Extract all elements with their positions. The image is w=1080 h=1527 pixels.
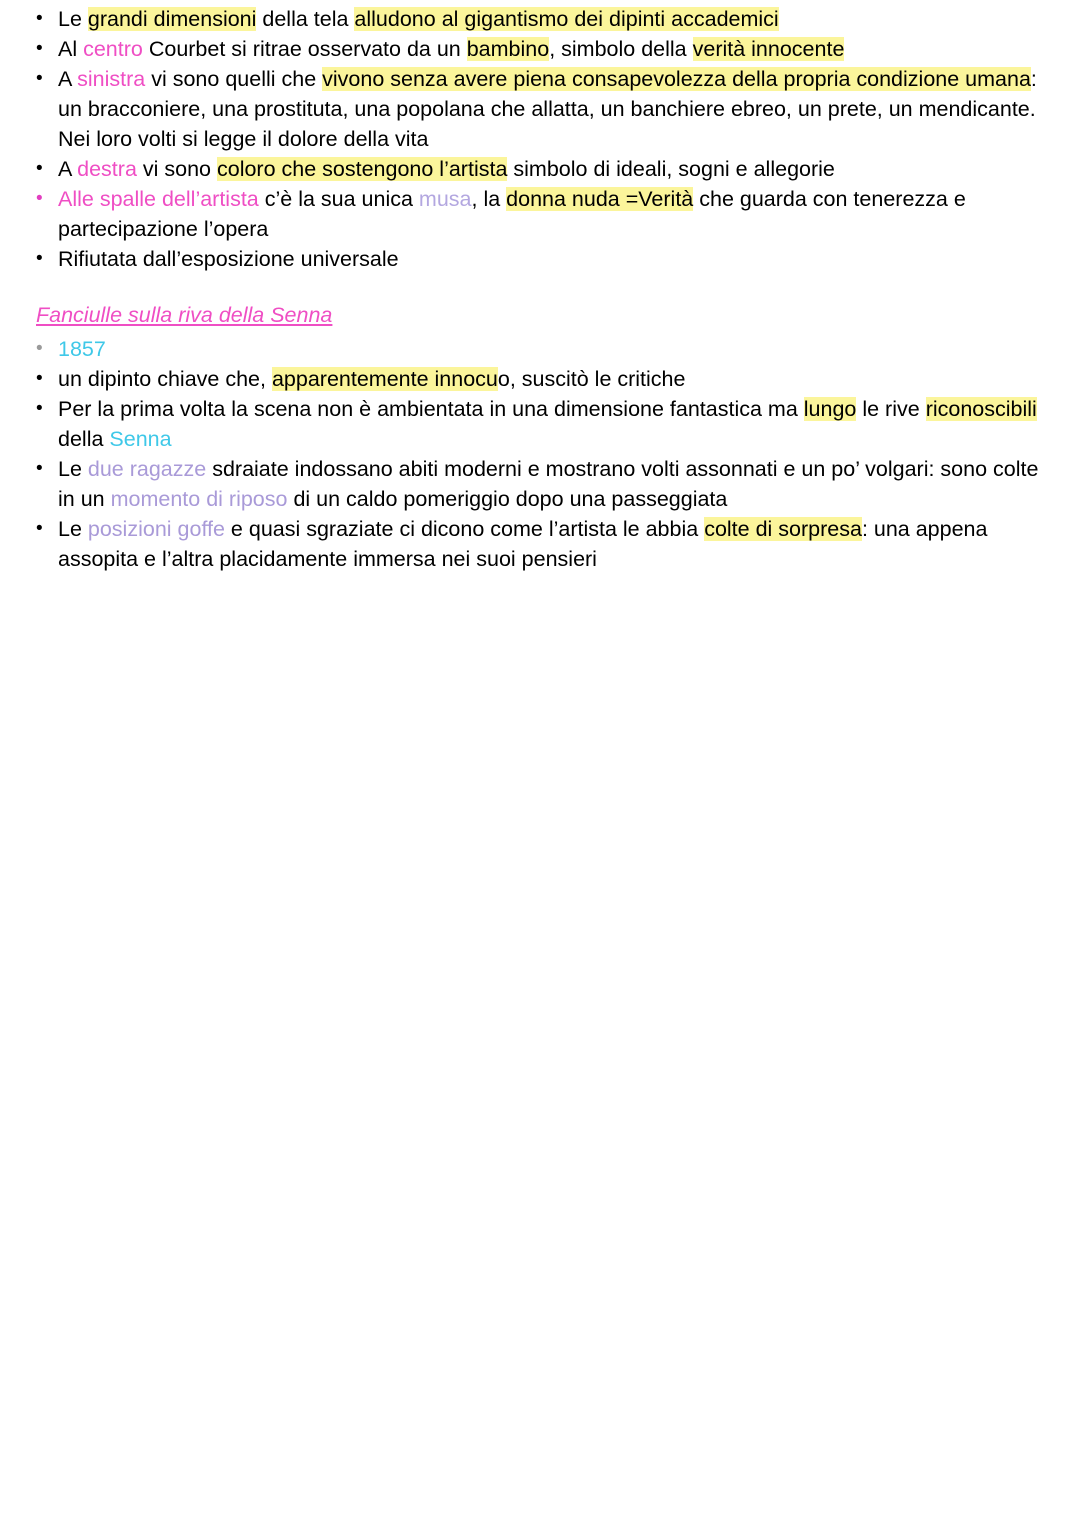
highlighted-text: riconoscibili [925,397,1037,421]
highlighted-text: vivono senza avere piena consapevolezza della propria condizione umana [322,67,1031,91]
text-run: simbolo di ideali, sogni e allegorie [507,157,835,181]
section-title-fanciulle: Fanciulle sulla riva della Senna [36,303,333,327]
list-item [28,364,1040,394]
text-run: vi sono quelli che [145,67,323,91]
list-item [28,64,1040,154]
highlighted-text: apparentemente innocu [271,367,498,391]
list-item [28,154,1040,184]
text-run: Le [58,517,88,541]
highlighted-text: coloro che sostengono l’artista [216,157,508,181]
text-run: Rifiutata dall’esposizione universale [58,247,399,271]
list-item [28,184,1040,244]
text-run: o, suscitò le critiche [497,367,686,391]
list-item [28,244,1040,274]
text-run: Le [58,7,88,31]
list-item [28,334,1040,364]
list-item [28,514,1040,574]
text-run: centro [83,37,143,61]
text-run: A [58,67,78,91]
text-run: della tela [256,7,355,31]
text-run: vi sono [136,157,217,181]
text-run: sinistra [77,67,146,91]
text-run: : una appena assopita e l’altra placidamente immersa nei suoi pensieri [58,517,988,571]
text-run: Al [58,37,84,61]
text-run: 1857 [58,337,106,361]
text-run: un dipinto chiave che, [58,367,272,391]
bullet-list-courbet-atelier [28,4,1040,274]
bullet-list-fanciulle [28,334,1040,574]
text-run: le rive [856,397,926,421]
text-run: , simbolo della [549,37,693,61]
text-run: che guarda con tenerezza e partecipazione l’opera [58,187,966,241]
text-run: Courbet si ritrae osservato da un [142,37,467,61]
text-run: due ragazze [87,457,207,481]
highlighted-text: alludono al gigantismo dei dipinti accademici [354,7,779,31]
highlighted-text: verità innocente [692,37,845,61]
text-run: Le [58,457,88,481]
text-run: musa [418,187,472,211]
list-item [28,34,1040,64]
text-run: Alle spalle dell’artista [58,187,259,211]
text-run: della [58,427,110,451]
highlighted-text: donna nuda =Verità [506,187,694,211]
highlighted-text: bambino [466,37,550,61]
highlighted-text: colte di sorpresa [704,517,862,541]
list-item [28,394,1040,454]
text-run: momento di riposo [110,487,288,511]
highlighted-text: lungo [803,397,857,421]
text-run: Per la prima volta la scena non è ambientata in una dimensione fantastica ma [58,397,804,421]
list-item [28,454,1040,514]
text-run: di un caldo pomeriggio dopo una passeggiata [287,487,728,511]
text-run: Senna [109,427,172,451]
text-run: sdraiate indossano abiti moderni e mostrano volti assonnati e un po’ volgari: sono colte in un [58,457,1039,511]
text-run: destra [77,157,137,181]
text-run: , la [471,187,507,211]
list-item [28,4,1040,34]
text-run: posizioni goffe [87,517,225,541]
text-run: e quasi sgraziate ci dicono come l’artista le abbia [224,517,705,541]
text-run: A [58,157,78,181]
text-run: : un bracconiere, una prostituta, una popolana che allatta, un banchiere ebreo, un prete, un mendicante. Nei loro volti si legge il dolore della vita [58,67,1037,151]
highlighted-text: grandi dimensioni [87,7,257,31]
text-run: c’è la sua unica [258,187,419,211]
